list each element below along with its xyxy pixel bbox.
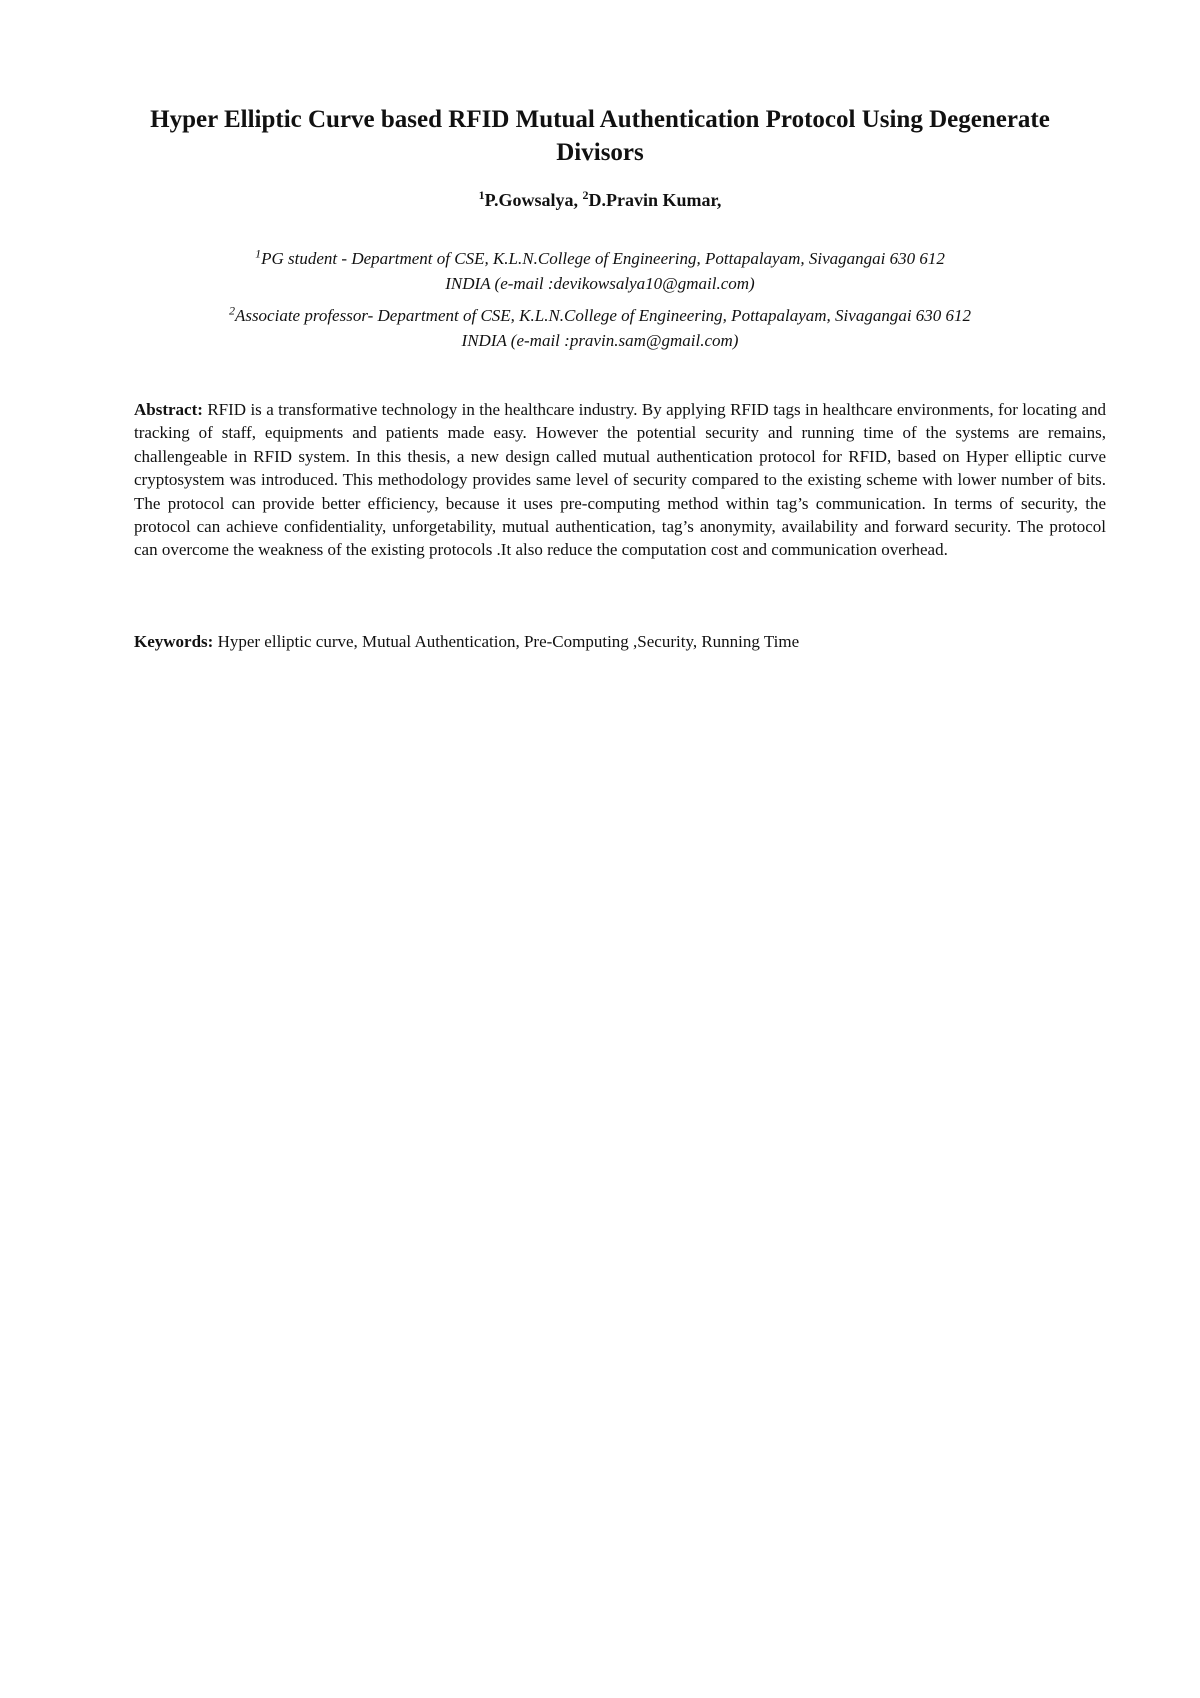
affiliation-2-text: Associate professor- Department of CSE, K.L.N.College of Engineering, Pottapalayam, Sivagangai 630 612	[234, 306, 972, 325]
affiliation-1-superscript: 1	[255, 246, 262, 261]
paper-title: Hyper Elliptic Curve based RFID Mutual Authentication Protocol Using Degenerate Divisors	[150, 106, 1050, 166]
abstract-label: Abstract:	[134, 400, 203, 419]
affiliation-1-line-1	[130, 246, 1070, 271]
author-2-superscript: 2	[582, 188, 589, 202]
keywords-paragraph	[134, 630, 1106, 653]
affiliation-1-text: PG student - Department of CSE, K.L.N.College of Engineering, Pottapalayam, Sivagangai 630 612	[261, 249, 945, 268]
affiliation-2-email: INDIA (e-mail :pravin.sam@gmail.com)	[461, 331, 739, 350]
affiliation-2-superscript: 2	[228, 303, 235, 318]
affiliation-2-line-1	[130, 303, 1070, 328]
author-1-superscript: 1	[478, 188, 485, 202]
keywords-text: Hyper elliptic curve, Mutual Authentication, Pre-Computing ,Security, Running Time	[213, 632, 800, 651]
abstract-paragraph	[134, 398, 1106, 562]
keywords-label: Keywords:	[134, 632, 214, 651]
author-2-name: D.Pravin Kumar,	[588, 190, 722, 210]
affiliation-1-email: INDIA (e-mail :devikowsalya10@gmail.com)	[445, 274, 755, 293]
author-1-name: P.Gowsalya,	[484, 190, 583, 210]
abstract-text: RFID is a transformative technology in the healthcare industry. By applying RFID tags in healthcare environments, for locating and tracking of staff, equipments and patients made easy. However the potential security and running time of the systems are remains, challengeable in RFID system. In this thesis, a new design called mutual authentication protocol for RFID, based on Hyper elliptic curve cryptosystem was introduced. This methodology provides same level of security compared to the existing scheme with lower number of bits. The protocol can provide better efficiency, because it uses pre-computing method within tag’s communication. In terms of security, the protocol can achieve confidentiality, unforgetability, mutual authentication, tag’s anonymity, availability and forward security. The protocol can overcome the weakness of the existing protocols .It also reduce the computation cost and communication overhead.	[134, 400, 1106, 560]
author-line	[130, 188, 1070, 212]
affiliation-2	[130, 303, 1070, 353]
affiliation-1	[130, 246, 1070, 296]
